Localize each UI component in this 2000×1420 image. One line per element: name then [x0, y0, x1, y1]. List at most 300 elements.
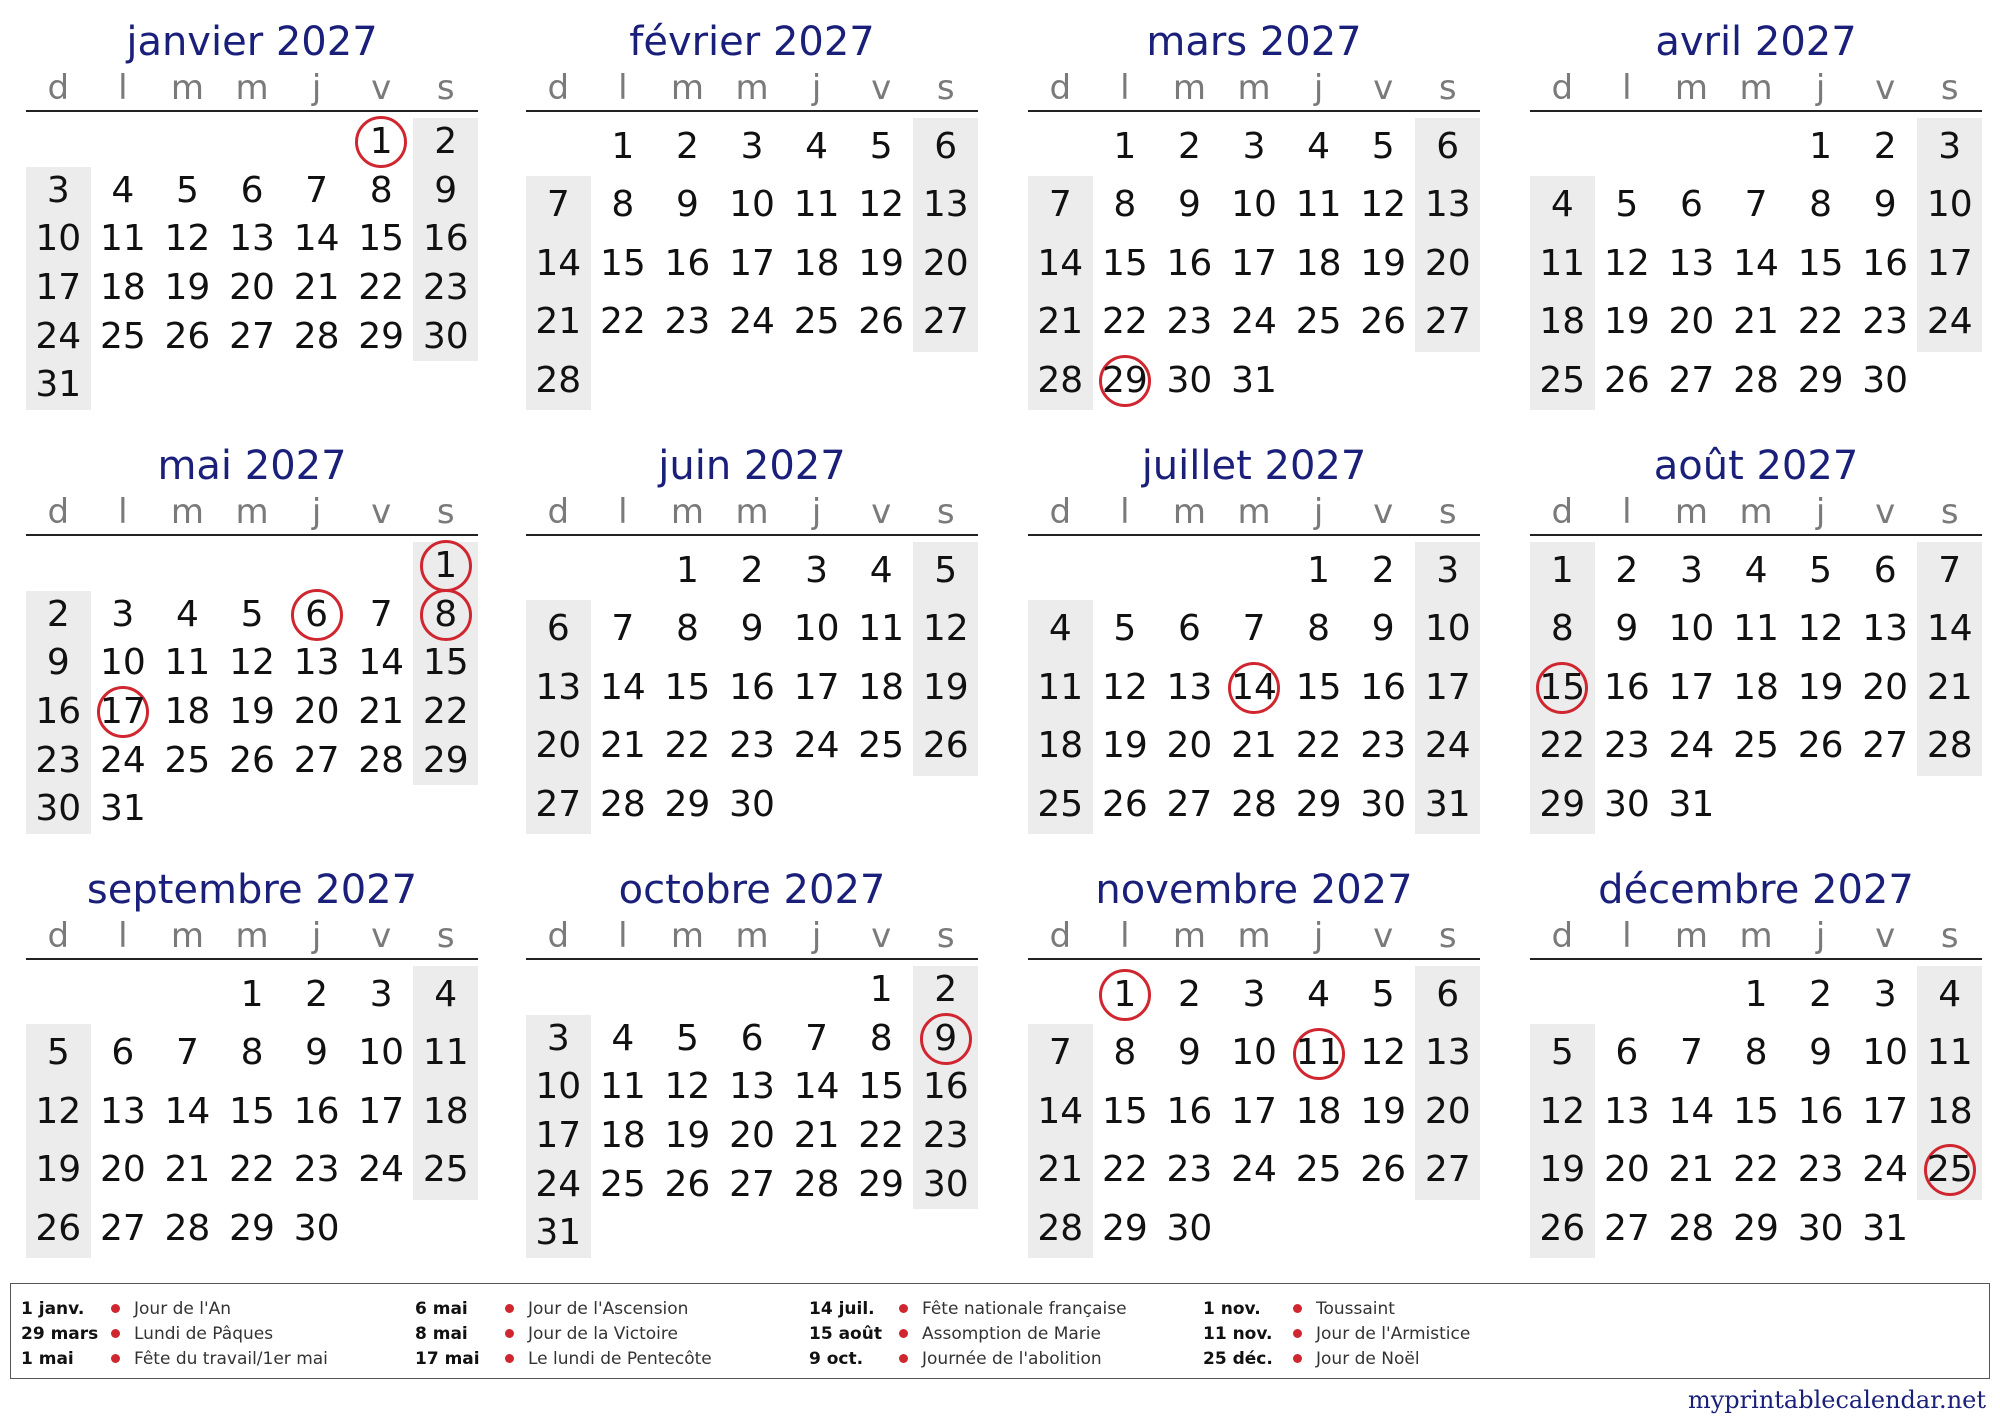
- day-cell[interactable]: [655, 659, 720, 717]
- day-cell[interactable]: [413, 639, 478, 688]
- day-cell[interactable]: [1530, 1024, 1595, 1082]
- day-cell[interactable]: [26, 591, 91, 640]
- day-cell[interactable]: [784, 1015, 849, 1064]
- day-cell[interactable]: [1222, 1024, 1287, 1082]
- day-cell[interactable]: [913, 659, 978, 717]
- day-cell[interactable]: [220, 313, 285, 362]
- day-cell[interactable]: [526, 1063, 591, 1112]
- day-cell[interactable]: [1788, 293, 1853, 351]
- day-cell[interactable]: [1222, 176, 1287, 234]
- day-cell[interactable]: [1093, 776, 1158, 834]
- day-cell[interactable]: [1415, 542, 1480, 600]
- day-cell[interactable]: [591, 776, 656, 834]
- day-cell[interactable]: [1788, 1083, 1853, 1141]
- day-cell[interactable]: [284, 215, 349, 264]
- day-cell[interactable]: [1028, 1141, 1093, 1199]
- day-cell[interactable]: [1028, 352, 1093, 410]
- day-cell[interactable]: [1724, 1083, 1789, 1141]
- day-cell[interactable]: [155, 313, 220, 362]
- day-cell[interactable]: [1222, 1141, 1287, 1199]
- day-cell[interactable]: [1093, 118, 1158, 176]
- day-cell[interactable]: [1351, 659, 1416, 717]
- day-cell[interactable]: [784, 176, 849, 234]
- day-cell[interactable]: [1917, 600, 1982, 658]
- day-cell[interactable]: [220, 966, 285, 1024]
- day-cell[interactable]: [1917, 659, 1982, 717]
- day-cell[interactable]: [1595, 1083, 1660, 1141]
- day-cell[interactable]: [849, 600, 914, 658]
- day-cell[interactable]: [349, 639, 414, 688]
- day-cell[interactable]: [413, 1083, 478, 1141]
- day-cell[interactable]: [1415, 600, 1480, 658]
- day-cell[interactable]: [1788, 118, 1853, 176]
- day-cell[interactable]: [655, 776, 720, 834]
- day-cell[interactable]: [1351, 1141, 1416, 1199]
- day-cell[interactable]: [26, 785, 91, 834]
- day-cell[interactable]: [1351, 1083, 1416, 1141]
- day-cell[interactable]: [1917, 293, 1982, 351]
- day-cell[interactable]: [1853, 1141, 1918, 1199]
- day-cell[interactable]: [1530, 235, 1595, 293]
- day-cell[interactable]: [1853, 118, 1918, 176]
- day-cell[interactable]: [1157, 659, 1222, 717]
- day-cell[interactable]: [1415, 966, 1480, 1024]
- day-cell[interactable]: [1028, 717, 1093, 775]
- day-cell[interactable]: [1286, 776, 1351, 834]
- day-cell[interactable]: [1286, 717, 1351, 775]
- day-cell[interactable]: [591, 1063, 656, 1112]
- day-cell[interactable]: [849, 659, 914, 717]
- day-cell[interactable]: [1853, 542, 1918, 600]
- day-cell[interactable]: [591, 659, 656, 717]
- day-cell[interactable]: [526, 235, 591, 293]
- day-cell[interactable]: [220, 1200, 285, 1258]
- day-cell[interactable]: [1351, 293, 1416, 351]
- day-cell[interactable]: [1724, 966, 1789, 1024]
- day-cell[interactable]: [1157, 600, 1222, 658]
- day-cell[interactable]: [591, 293, 656, 351]
- day-cell[interactable]: [1595, 235, 1660, 293]
- day-cell[interactable]: [155, 215, 220, 264]
- day-cell[interactable]: [1415, 235, 1480, 293]
- day-cell[interactable]: [1028, 776, 1093, 834]
- day-cell[interactable]: [720, 118, 785, 176]
- day-cell[interactable]: [655, 1063, 720, 1112]
- day-cell[interactable]: [1530, 542, 1595, 600]
- day-cell[interactable]: [1853, 600, 1918, 658]
- day-cell[interactable]: [784, 293, 849, 351]
- day-cell[interactable]: [784, 542, 849, 600]
- day-cell[interactable]: [155, 688, 220, 737]
- day-cell[interactable]: [1788, 1200, 1853, 1258]
- day-cell[interactable]: [1093, 600, 1158, 658]
- day-cell[interactable]: [526, 1161, 591, 1210]
- day-cell[interactable]: [1028, 1083, 1093, 1141]
- day-cell[interactable]: [1351, 717, 1416, 775]
- day-cell[interactable]: [1724, 659, 1789, 717]
- day-cell[interactable]: [1157, 176, 1222, 234]
- day-cell[interactable]: [1659, 1083, 1724, 1141]
- day-cell[interactable]: [413, 167, 478, 216]
- day-cell[interactable]: [1724, 235, 1789, 293]
- day-cell[interactable]: [1093, 235, 1158, 293]
- day-cell[interactable]: [720, 176, 785, 234]
- day-cell[interactable]: [26, 215, 91, 264]
- day-cell[interactable]: [1788, 176, 1853, 234]
- day-cell[interactable]: [1286, 1083, 1351, 1141]
- day-cell[interactable]: [1415, 293, 1480, 351]
- day-cell[interactable]: [1286, 235, 1351, 293]
- day-cell[interactable]: [1853, 1083, 1918, 1141]
- day-cell[interactable]: [1853, 966, 1918, 1024]
- day-cell[interactable]: [413, 215, 478, 264]
- day-cell[interactable]: [784, 1063, 849, 1112]
- day-cell[interactable]: [413, 737, 478, 786]
- day-cell[interactable]: [1222, 352, 1287, 410]
- day-cell[interactable]: [784, 600, 849, 658]
- day-cell[interactable]: [1093, 1083, 1158, 1141]
- day-cell[interactable]: [1286, 542, 1351, 600]
- day-cell[interactable]: [413, 591, 478, 640]
- day-cell[interactable]: [284, 167, 349, 216]
- day-cell[interactable]: [526, 1209, 591, 1258]
- day-cell[interactable]: [1222, 118, 1287, 176]
- day-cell[interactable]: [1917, 966, 1982, 1024]
- day-cell[interactable]: [1351, 235, 1416, 293]
- day-cell[interactable]: [784, 235, 849, 293]
- day-cell[interactable]: [26, 1141, 91, 1199]
- day-cell[interactable]: [91, 215, 156, 264]
- day-cell[interactable]: [1917, 235, 1982, 293]
- day-cell[interactable]: [913, 118, 978, 176]
- day-cell[interactable]: [1093, 717, 1158, 775]
- day-cell[interactable]: [1028, 235, 1093, 293]
- day-cell[interactable]: [720, 235, 785, 293]
- day-cell[interactable]: [1157, 235, 1222, 293]
- day-cell[interactable]: [1595, 542, 1660, 600]
- day-cell[interactable]: [284, 1141, 349, 1199]
- day-cell[interactable]: [26, 688, 91, 737]
- day-cell[interactable]: [1917, 118, 1982, 176]
- day-cell[interactable]: [413, 542, 478, 591]
- day-cell[interactable]: [1917, 542, 1982, 600]
- day-cell[interactable]: [1788, 659, 1853, 717]
- day-cell[interactable]: [1222, 1083, 1287, 1141]
- day-cell[interactable]: [913, 1112, 978, 1161]
- day-cell[interactable]: [655, 235, 720, 293]
- day-cell[interactable]: [1222, 659, 1287, 717]
- day-cell[interactable]: [720, 542, 785, 600]
- day-cell[interactable]: [91, 688, 156, 737]
- day-cell[interactable]: [784, 659, 849, 717]
- day-cell[interactable]: [1530, 659, 1595, 717]
- day-cell[interactable]: [155, 737, 220, 786]
- day-cell[interactable]: [849, 176, 914, 234]
- day-cell[interactable]: [1028, 176, 1093, 234]
- day-cell[interactable]: [349, 313, 414, 362]
- day-cell[interactable]: [1351, 542, 1416, 600]
- day-cell[interactable]: [1093, 966, 1158, 1024]
- day-cell[interactable]: [526, 1112, 591, 1161]
- day-cell[interactable]: [26, 737, 91, 786]
- day-cell[interactable]: [849, 1063, 914, 1112]
- day-cell[interactable]: [1853, 1200, 1918, 1258]
- day-cell[interactable]: [155, 1200, 220, 1258]
- day-cell[interactable]: [26, 1083, 91, 1141]
- day-cell[interactable]: [526, 1015, 591, 1064]
- day-cell[interactable]: [784, 717, 849, 775]
- day-cell[interactable]: [1595, 293, 1660, 351]
- day-cell[interactable]: [1286, 1141, 1351, 1199]
- day-cell[interactable]: [526, 293, 591, 351]
- day-cell[interactable]: [1351, 118, 1416, 176]
- day-cell[interactable]: [1724, 1200, 1789, 1258]
- day-cell[interactable]: [1222, 293, 1287, 351]
- day-cell[interactable]: [1917, 717, 1982, 775]
- day-cell[interactable]: [1659, 717, 1724, 775]
- day-cell[interactable]: [655, 1161, 720, 1210]
- day-cell[interactable]: [1530, 600, 1595, 658]
- day-cell[interactable]: [849, 542, 914, 600]
- day-cell[interactable]: [1093, 1200, 1158, 1258]
- day-cell[interactable]: [655, 176, 720, 234]
- day-cell[interactable]: [720, 1063, 785, 1112]
- day-cell[interactable]: [220, 215, 285, 264]
- day-cell[interactable]: [591, 235, 656, 293]
- day-cell[interactable]: [849, 235, 914, 293]
- day-cell[interactable]: [1530, 717, 1595, 775]
- day-cell[interactable]: [1530, 1083, 1595, 1141]
- day-cell[interactable]: [91, 313, 156, 362]
- day-cell[interactable]: [26, 1024, 91, 1082]
- day-cell[interactable]: [413, 1141, 478, 1199]
- day-cell[interactable]: [1415, 176, 1480, 234]
- day-cell[interactable]: [849, 1161, 914, 1210]
- day-cell[interactable]: [91, 591, 156, 640]
- day-cell[interactable]: [1093, 352, 1158, 410]
- day-cell[interactable]: [91, 785, 156, 834]
- day-cell[interactable]: [655, 600, 720, 658]
- day-cell[interactable]: [1222, 235, 1287, 293]
- day-cell[interactable]: [591, 118, 656, 176]
- day-cell[interactable]: [1530, 352, 1595, 410]
- day-cell[interactable]: [1351, 176, 1416, 234]
- day-cell[interactable]: [1530, 176, 1595, 234]
- day-cell[interactable]: [1595, 352, 1660, 410]
- day-cell[interactable]: [155, 1083, 220, 1141]
- day-cell[interactable]: [1286, 293, 1351, 351]
- day-cell[interactable]: [720, 1015, 785, 1064]
- day-cell[interactable]: [220, 264, 285, 313]
- day-cell[interactable]: [349, 1141, 414, 1199]
- day-cell[interactable]: [284, 264, 349, 313]
- day-cell[interactable]: [1788, 717, 1853, 775]
- day-cell[interactable]: [1595, 1200, 1660, 1258]
- day-cell[interactable]: [720, 1112, 785, 1161]
- day-cell[interactable]: [349, 1083, 414, 1141]
- day-cell[interactable]: [1659, 176, 1724, 234]
- day-cell[interactable]: [1222, 776, 1287, 834]
- day-cell[interactable]: [591, 717, 656, 775]
- day-cell[interactable]: [1222, 966, 1287, 1024]
- day-cell[interactable]: [655, 542, 720, 600]
- day-cell[interactable]: [1724, 717, 1789, 775]
- day-cell[interactable]: [91, 737, 156, 786]
- day-cell[interactable]: [1157, 293, 1222, 351]
- day-cell[interactable]: [1415, 776, 1480, 834]
- day-cell[interactable]: [1351, 776, 1416, 834]
- day-cell[interactable]: [220, 1141, 285, 1199]
- day-cell[interactable]: [1724, 352, 1789, 410]
- day-cell[interactable]: [1788, 1024, 1853, 1082]
- day-cell[interactable]: [26, 361, 91, 410]
- day-cell[interactable]: [1659, 600, 1724, 658]
- day-cell[interactable]: [1415, 118, 1480, 176]
- day-cell[interactable]: [155, 1024, 220, 1082]
- day-cell[interactable]: [1724, 600, 1789, 658]
- day-cell[interactable]: [1659, 776, 1724, 834]
- day-cell[interactable]: [413, 118, 478, 167]
- day-cell[interactable]: [1093, 1024, 1158, 1082]
- day-cell[interactable]: [284, 966, 349, 1024]
- day-cell[interactable]: [1917, 1024, 1982, 1082]
- day-cell[interactable]: [413, 688, 478, 737]
- day-cell[interactable]: [349, 167, 414, 216]
- day-cell[interactable]: [1595, 1024, 1660, 1082]
- day-cell[interactable]: [1286, 966, 1351, 1024]
- day-cell[interactable]: [1093, 176, 1158, 234]
- day-cell[interactable]: [91, 264, 156, 313]
- day-cell[interactable]: [1351, 1024, 1416, 1082]
- day-cell[interactable]: [1788, 966, 1853, 1024]
- day-cell[interactable]: [1659, 293, 1724, 351]
- day-cell[interactable]: [220, 639, 285, 688]
- day-cell[interactable]: [1595, 659, 1660, 717]
- day-cell[interactable]: [913, 600, 978, 658]
- day-cell[interactable]: [1659, 1200, 1724, 1258]
- day-cell[interactable]: [1659, 659, 1724, 717]
- day-cell[interactable]: [1028, 293, 1093, 351]
- day-cell[interactable]: [1530, 293, 1595, 351]
- day-cell[interactable]: [1724, 293, 1789, 351]
- day-cell[interactable]: [784, 1161, 849, 1210]
- day-cell[interactable]: [1157, 1024, 1222, 1082]
- day-cell[interactable]: [1415, 1141, 1480, 1199]
- day-cell[interactable]: [913, 176, 978, 234]
- day-cell[interactable]: [1286, 176, 1351, 234]
- day-cell[interactable]: [591, 600, 656, 658]
- day-cell[interactable]: [1853, 1024, 1918, 1082]
- day-cell[interactable]: [284, 1083, 349, 1141]
- day-cell[interactable]: [1595, 717, 1660, 775]
- day-cell[interactable]: [91, 1083, 156, 1141]
- day-cell[interactable]: [591, 1015, 656, 1064]
- day-cell[interactable]: [91, 1024, 156, 1082]
- day-cell[interactable]: [284, 313, 349, 362]
- day-cell[interactable]: [1157, 1083, 1222, 1141]
- day-cell[interactable]: [1157, 352, 1222, 410]
- day-cell[interactable]: [913, 542, 978, 600]
- site-footer[interactable]: myprintablecalendar.net: [1687, 1386, 1986, 1414]
- day-cell[interactable]: [284, 737, 349, 786]
- day-cell[interactable]: [655, 1015, 720, 1064]
- day-cell[interactable]: [1853, 235, 1918, 293]
- day-cell[interactable]: [1659, 352, 1724, 410]
- day-cell[interactable]: [591, 1112, 656, 1161]
- day-cell[interactable]: [1093, 1141, 1158, 1199]
- day-cell[interactable]: [349, 264, 414, 313]
- day-cell[interactable]: [1286, 1024, 1351, 1082]
- day-cell[interactable]: [913, 717, 978, 775]
- day-cell[interactable]: [26, 313, 91, 362]
- day-cell[interactable]: [1286, 600, 1351, 658]
- day-cell[interactable]: [1659, 1024, 1724, 1082]
- day-cell[interactable]: [349, 737, 414, 786]
- day-cell[interactable]: [349, 966, 414, 1024]
- day-cell[interactable]: [1157, 966, 1222, 1024]
- day-cell[interactable]: [1724, 542, 1789, 600]
- day-cell[interactable]: [220, 737, 285, 786]
- day-cell[interactable]: [220, 591, 285, 640]
- day-cell[interactable]: [849, 717, 914, 775]
- day-cell[interactable]: [526, 776, 591, 834]
- day-cell[interactable]: [284, 591, 349, 640]
- day-cell[interactable]: [720, 1161, 785, 1210]
- day-cell[interactable]: [1659, 235, 1724, 293]
- day-cell[interactable]: [913, 1015, 978, 1064]
- day-cell[interactable]: [1917, 1141, 1982, 1199]
- day-cell[interactable]: [349, 118, 414, 167]
- day-cell[interactable]: [220, 688, 285, 737]
- day-cell[interactable]: [655, 1112, 720, 1161]
- day-cell[interactable]: [849, 966, 914, 1015]
- day-cell[interactable]: [1286, 118, 1351, 176]
- day-cell[interactable]: [1788, 352, 1853, 410]
- day-cell[interactable]: [1028, 1200, 1093, 1258]
- day-cell[interactable]: [1853, 293, 1918, 351]
- day-cell[interactable]: [1853, 717, 1918, 775]
- day-cell[interactable]: [1093, 293, 1158, 351]
- day-cell[interactable]: [526, 659, 591, 717]
- day-cell[interactable]: [913, 966, 978, 1015]
- day-cell[interactable]: [1157, 776, 1222, 834]
- day-cell[interactable]: [849, 1015, 914, 1064]
- day-cell[interactable]: [1415, 659, 1480, 717]
- day-cell[interactable]: [655, 118, 720, 176]
- day-cell[interactable]: [1530, 1200, 1595, 1258]
- day-cell[interactable]: [155, 591, 220, 640]
- day-cell[interactable]: [1415, 1083, 1480, 1141]
- day-cell[interactable]: [849, 118, 914, 176]
- day-cell[interactable]: [1157, 717, 1222, 775]
- day-cell[interactable]: [1415, 1024, 1480, 1082]
- day-cell[interactable]: [220, 167, 285, 216]
- day-cell[interactable]: [655, 717, 720, 775]
- day-cell[interactable]: [1028, 1024, 1093, 1082]
- day-cell[interactable]: [349, 688, 414, 737]
- day-cell[interactable]: [913, 1063, 978, 1112]
- day-cell[interactable]: [913, 235, 978, 293]
- day-cell[interactable]: [1286, 659, 1351, 717]
- day-cell[interactable]: [913, 293, 978, 351]
- day-cell[interactable]: [1853, 659, 1918, 717]
- day-cell[interactable]: [720, 776, 785, 834]
- day-cell[interactable]: [1917, 176, 1982, 234]
- day-cell[interactable]: [720, 717, 785, 775]
- day-cell[interactable]: [1595, 176, 1660, 234]
- day-cell[interactable]: [1853, 176, 1918, 234]
- day-cell[interactable]: [784, 118, 849, 176]
